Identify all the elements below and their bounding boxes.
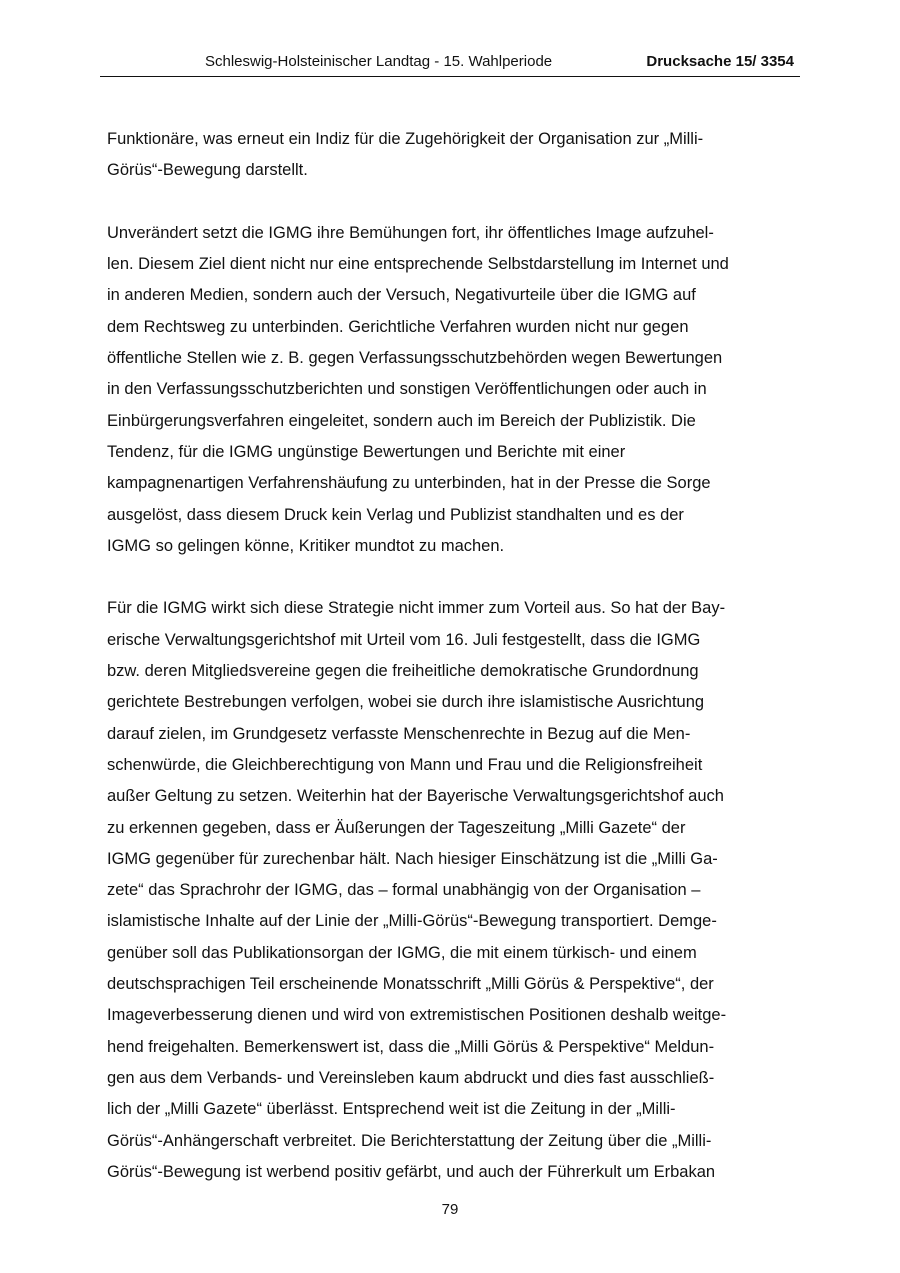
text-line: Einbürgerungsverfahren eingeleitet, sondern auch im Bereich der Publizistik. Die (107, 411, 696, 430)
text-line: islamistische Inhalte auf der Linie der „Milli-Görüs“-Bewegung transportiert. Demge- (107, 912, 717, 931)
text-line: ausgelöst, dass diesem Druck kein Verlag und Publizist standhalten und es der (107, 505, 684, 524)
text-line: gen aus dem Verbands- und Vereinsleben kaum abdruckt und dies fast ausschließ- (107, 1068, 715, 1087)
text-line: kampagnenartigen Verfahrenshäufung zu unterbinden, hat in der Presse die Sorge (107, 474, 711, 493)
text-line: lich der „Milli Gazete“ überlässt. Entsprechend weit ist die Zeitung in der „Milli- (107, 1100, 676, 1119)
text-line: darauf zielen, im Grundgesetz verfasste Menschenrechte in Bezug auf die Men- (107, 724, 691, 743)
text-line: Görüs“-Bewegung ist werbend positiv gefärbt, und auch der Führerkult um Erbakan (107, 1162, 716, 1181)
text-line: dem Rechtsweg zu unterbinden. Gerichtliche Verfahren wurden nicht nur gegen (107, 317, 689, 336)
text-line: Tendenz, für die IGMG ungünstige Bewertungen und Berichte mit einer (107, 442, 626, 461)
text-line: öffentliche Stellen wie z. B. gegen Verfassungsschutzbehörden wegen Bewertungen (107, 349, 723, 368)
text-line: len. Diesem Ziel dient nicht nur eine entsprechende Selbstdarstellung im Internet und (107, 255, 729, 274)
paragraph (107, 218, 795, 562)
text-line: hend freigehalten. Bemerkenswert ist, dass die „Milli Görüs & Perspektive“ Meldun- (107, 1037, 715, 1056)
paragraph (107, 124, 795, 187)
text-line: bzw. deren Mitgliedsvereine gegen die freiheitliche demokratische Grundordnung (107, 662, 699, 681)
text-line: Görüs“-Anhängerschaft verbreitet. Die Berichterstattung der Zeitung über die „Milli- (107, 1131, 712, 1150)
body-text (107, 124, 795, 1219)
text-line: außer Geltung zu setzen. Weiterhin hat der Bayerische Verwaltungsgerichtshof auch (107, 787, 724, 806)
text-line: schenwürde, die Gleichberechtigung von Mann und Frau und die Religionsfreiheit (107, 755, 703, 774)
text-line: zete“ das Sprachrohr der IGMG, das – formal unabhängig von der Organisation – (107, 881, 701, 900)
text-line: Imageverbesserung dienen und wird von extremistischen Positionen deshalb weitge- (107, 1006, 727, 1025)
text-line: Görüs“-Bewegung darstellt. (107, 161, 308, 180)
page-number: 79 (441, 1201, 459, 1218)
header-title: Schleswig-Holsteinischer Landtag - 15. Wahlperiode (205, 53, 553, 70)
text-line: deutschsprachigen Teil erscheinende Monatsschrift „Milli Görüs & Perspektive“, der (107, 975, 714, 994)
text-line: erische Verwaltungsgerichtshof mit Urteil vom 16. Juli festgestellt, dass die IGMG (107, 630, 701, 649)
text-line: Funktionäre, was erneut ein Indiz für die Zugehörigkeit der Organisation zur „Milli- (107, 130, 704, 148)
header-divider (100, 76, 800, 77)
text-line: IGMG so gelingen könne, Kritiker mundtot zu machen. (107, 536, 505, 555)
document-number: Drucksache 15/ 3354 (646, 53, 794, 70)
text-line: zu erkennen gegeben, dass er Äußerungen der Tageszeitung „Milli Gazete“ der (107, 818, 686, 837)
text-line: Unverändert setzt die IGMG ihre Bemühungen fort, ihr öffentliches Image aufzuhel- (107, 223, 714, 242)
text-line: in anderen Medien, sondern auch der Versuch, Negativurteile über die IGMG auf (107, 286, 696, 305)
text-line: genüber soll das Publikationsorgan der IGMG, die mit einem türkisch- und einem (107, 943, 697, 962)
text-line: IGMG gegenüber für zurechenbar hält. Nach hiesiger Einschätzung ist die „Milli Ga- (107, 849, 718, 868)
text-line: gerichtete Bestrebungen verfolgen, wobei sie durch ihre islamistische Ausrichtung (107, 693, 705, 712)
text-line: Für die IGMG wirkt sich diese Strategie nicht immer zum Vorteil aus. So hat der Bay- (107, 599, 726, 618)
paragraph (107, 593, 795, 1188)
text-line: in den Verfassungsschutzberichten und sonstigen Veröffentlichungen oder auch in (107, 380, 707, 399)
page-header (100, 52, 800, 76)
